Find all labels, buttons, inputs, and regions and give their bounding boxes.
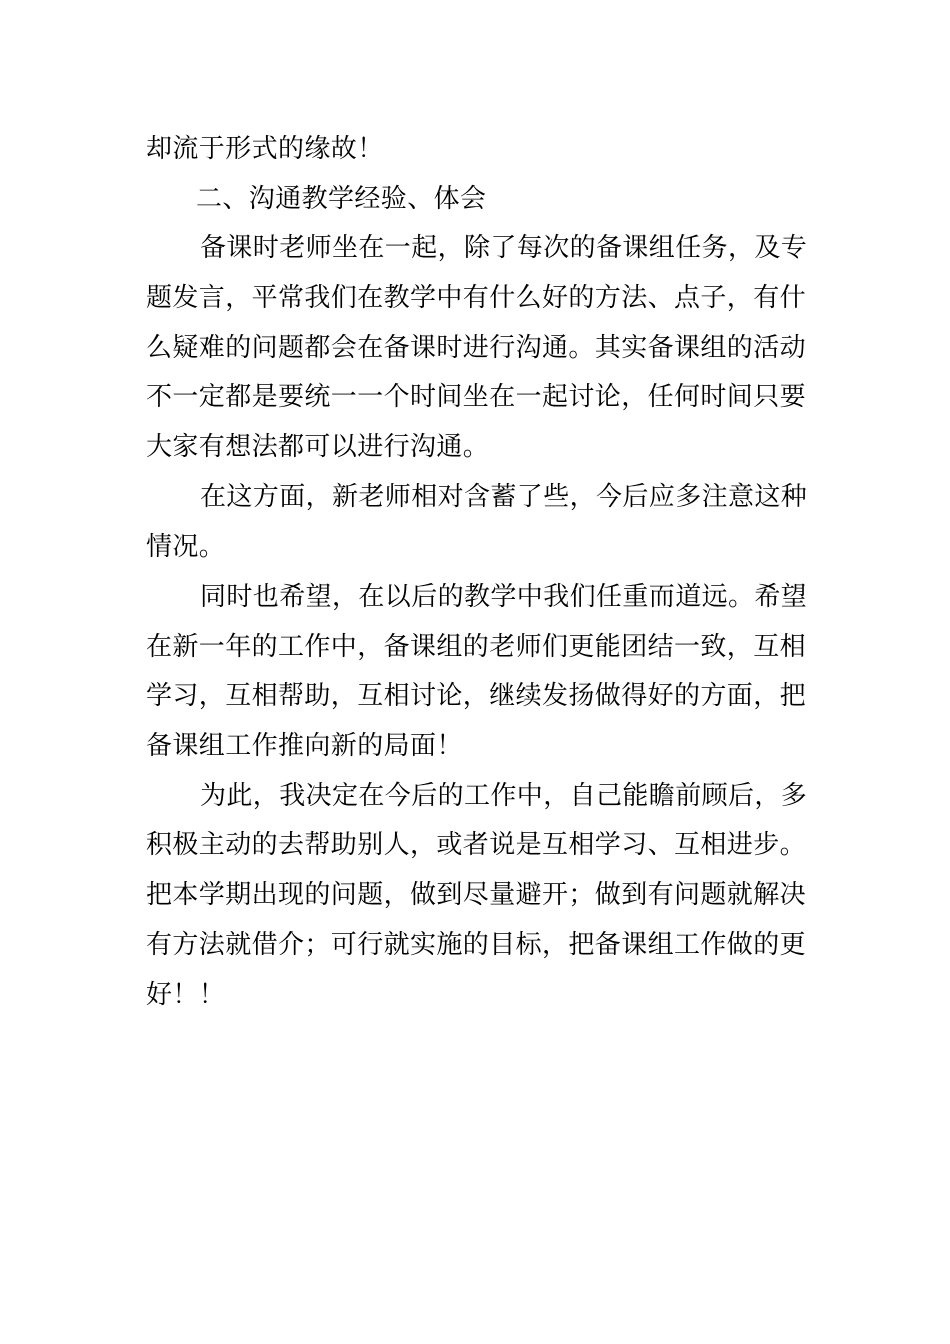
text-line: 却流于形式的缘故！ [146, 134, 384, 164]
text-line: 积极主动的去帮助别人，或者说是互相学习、互相进步。 [146, 830, 807, 860]
text-line: 么疑难的问题都会在备课时进行沟通。其实备课组的活动 [146, 333, 807, 363]
text-line: 有方法就借介；可行就实施的目标，把备课组工作做的更 [146, 930, 807, 960]
text-line: 把本学期出现的问题，做到尽量避开；做到有问题就解决 [146, 880, 807, 910]
text-line: 题发言，平常我们在教学中有什么好的方法、点子，有什 [146, 283, 807, 313]
text-line: 情况。 [146, 532, 226, 562]
text-line: 学习，互相帮助，互相讨论，继续发扬做得好的方面，把 [146, 681, 807, 711]
text-line: 好！！ [146, 980, 226, 1010]
text-line: 在这方面，新老师相对含蓄了些，今后应多注意这种 [200, 482, 808, 512]
text-line: 同时也希望，在以后的教学中我们任重而道远。希望 [200, 582, 808, 612]
text-line: 备课时老师坐在一起，除了每次的备课组任务，及专 [200, 233, 808, 263]
text-line: 不一定都是要统一一个时间坐在一起讨论，任何时间只要 [146, 382, 807, 412]
text-line: 为此，我决定在今后的工作中，自己能瞻前顾后，多 [200, 781, 808, 811]
text-line: 备课组工作推向新的局面！ [146, 731, 463, 761]
text-line: 大家有想法都可以进行沟通。 [146, 432, 490, 462]
text-line: 在新一年的工作中，备课组的老师们更能团结一致，互相 [146, 632, 807, 662]
section-heading: 二、沟通教学经验、体会 [196, 184, 487, 214]
